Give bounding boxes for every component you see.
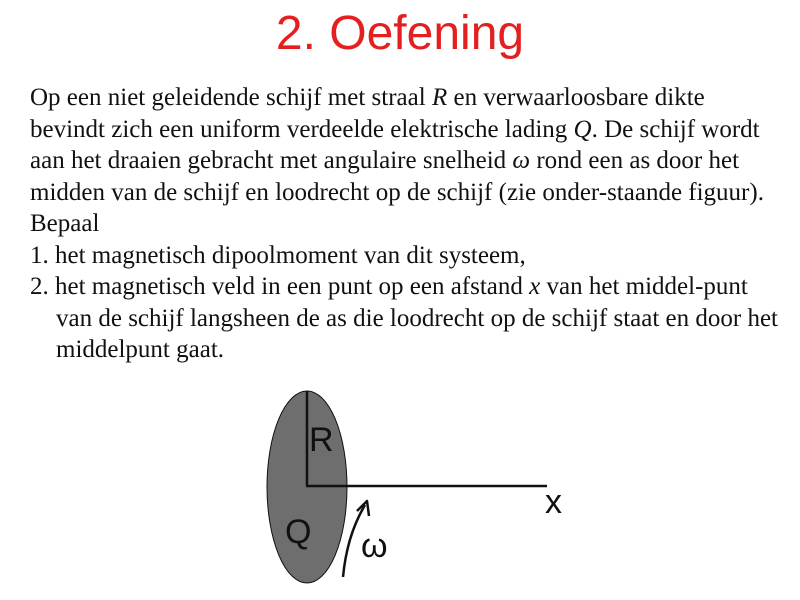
problem-statement — [30, 82, 780, 240]
statement-part-1: Op een niet geleidende schijf met straal — [30, 84, 432, 111]
question-2-part-b: van het middel-punt van de schijf langsheen de as die loodrecht op de schijf staat en door het middelpunt gaat. — [56, 273, 778, 363]
statement-part-3: . De schijf wordt aan het draaien gebracht met angulaire snelheid — [30, 115, 760, 174]
omega-label: ω — [361, 527, 388, 565]
disk-figure — [255, 385, 585, 597]
charge-label: Q — [285, 513, 312, 551]
statement-part-2: en verwaarloosbare dikte bevindt zich een uniform verdeelde elektrische lading — [30, 84, 705, 143]
statement-part-4: rond een as door het midden van de schijf en loodrecht op de schijf (zie onder-staande figuur). Bepaal — [30, 147, 764, 237]
symbol-R: R — [431, 84, 448, 111]
slide-title: 2. Oefening — [275, 7, 525, 60]
exercise-text — [30, 82, 780, 366]
question-2 — [30, 271, 780, 366]
question-list — [30, 240, 780, 366]
axis-label: x — [545, 483, 562, 521]
symbol-omega: ω — [512, 147, 531, 174]
symbol-x: x — [529, 273, 541, 300]
radius-label: R — [309, 421, 334, 459]
question-1: 1. het magnetisch dipoolmoment van dit systeem, — [30, 241, 526, 269]
question-2-part-a: 2. het magnetisch veld in een punt op een afstand — [30, 273, 530, 300]
symbol-Q: Q — [573, 115, 592, 143]
